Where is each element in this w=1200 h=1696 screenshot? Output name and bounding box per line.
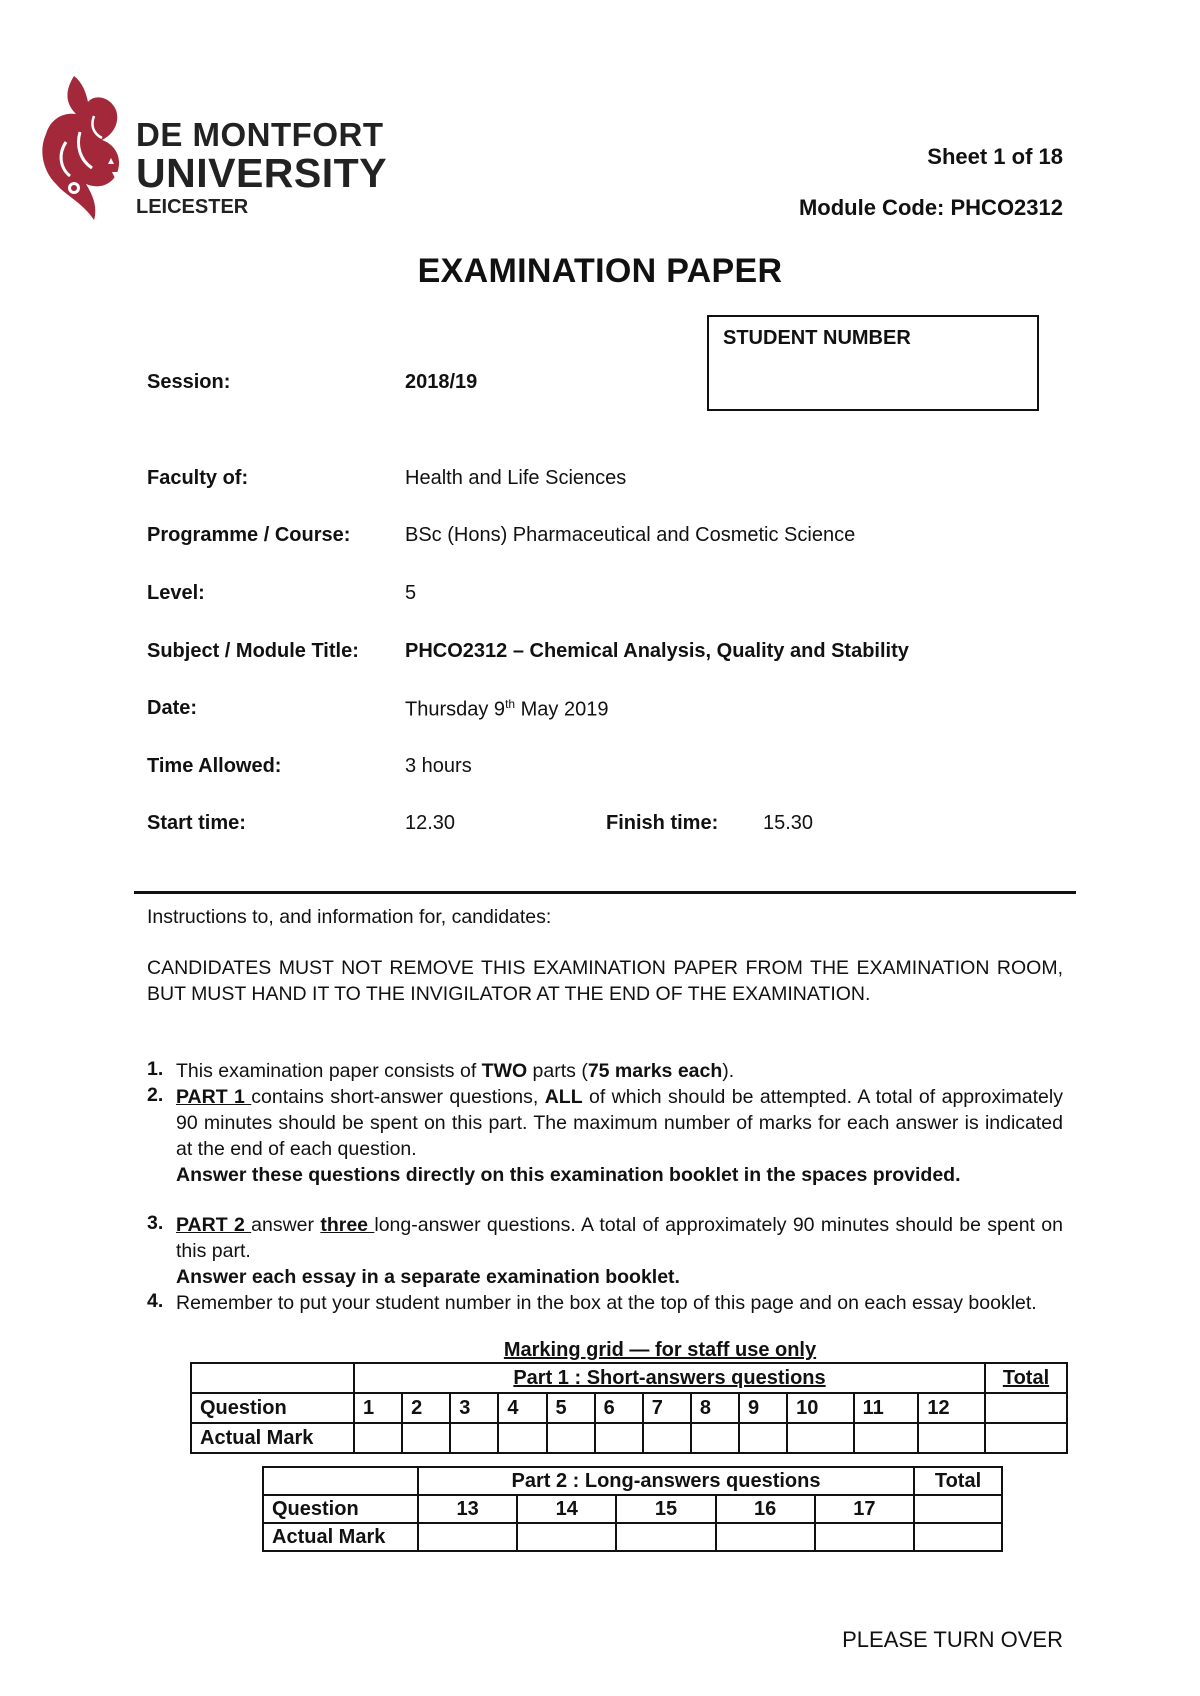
mark-cell[interactable] (354, 1423, 402, 1453)
lion-crest-icon (36, 72, 146, 222)
faculty-value: Health and Life Sciences (405, 467, 627, 489)
start-time-value: 12.30 (405, 812, 456, 834)
item-number: 1. (147, 1058, 164, 1080)
finish-time-value: 15.30 (763, 812, 814, 834)
question-number: 14 (517, 1495, 616, 1523)
level-label: Level: (147, 582, 205, 604)
programme-value: BSc (Hons) Pharmaceutical and Cosmetic Science (405, 524, 856, 546)
session-label: Session: (147, 371, 231, 393)
question-number: 10 (787, 1393, 854, 1423)
item-number: 2. (147, 1084, 164, 1106)
question-number: 5 (547, 1393, 595, 1423)
question-label: Question (263, 1495, 418, 1523)
programme-label: Programme / Course: (147, 524, 351, 546)
logo-name-line2: UNIVERSITY (136, 150, 388, 196)
question-number: 6 (595, 1393, 643, 1423)
part2-title: Part 2 : Long-answers questions (418, 1467, 914, 1495)
time-allowed-value: 3 hours (405, 755, 472, 777)
question-number: 1 (354, 1393, 402, 1423)
sheet-counter: Sheet 1 of 18 (927, 144, 1063, 169)
mark-cell[interactable] (595, 1423, 643, 1453)
divider (134, 891, 1076, 894)
actual-mark-label: Actual Mark (263, 1523, 418, 1551)
question-number: 7 (643, 1393, 691, 1423)
question-number: 13 (418, 1495, 517, 1523)
mark-cell[interactable] (418, 1523, 517, 1551)
subject-label: Subject / Module Title: (147, 640, 359, 662)
session-value: 2018/19 (405, 371, 478, 393)
mark-cell[interactable] (691, 1423, 739, 1453)
module-code: Module Code: PHCO2312 (798, 195, 1063, 220)
instruction-item-2: PART 1 contains short-answer questions, ALL of which should be attempted. A total of approximately 90 minutes should be spent on this part. The maximum number of marks for each answer is indicated at the end of each question. Answer these questions directly on this examination booklet in the spaces provided. (176, 1086, 1063, 1186)
logo-name-line1: DE MONTFORT (136, 116, 384, 153)
date-value: Thursday 9th May 2019 (405, 697, 609, 721)
total-cell[interactable] (985, 1423, 1067, 1453)
question-number: 8 (691, 1393, 739, 1423)
mark-cell[interactable] (517, 1523, 616, 1551)
total-cell[interactable] (985, 1393, 1067, 1423)
total-cell[interactable] (914, 1495, 1002, 1523)
mark-cell[interactable] (402, 1423, 450, 1453)
faculty-label: Faculty of: (147, 467, 249, 489)
mark-cell[interactable] (739, 1423, 787, 1453)
instruction-item-1: This examination paper consists of TWO parts (75 marks each). (176, 1060, 735, 1082)
mark-cell[interactable] (815, 1523, 914, 1551)
finish-time-label: Finish time: (606, 812, 719, 834)
mark-cell[interactable] (854, 1423, 919, 1453)
part2-total-header: Total (914, 1467, 1002, 1495)
part1-total-header: Total (985, 1363, 1067, 1393)
question-number: 11 (854, 1393, 919, 1423)
question-number: 9 (739, 1393, 787, 1423)
mark-cell[interactable] (716, 1523, 815, 1551)
start-time-label: Start time: (147, 812, 246, 834)
student-number-label: STUDENT NUMBER (723, 327, 911, 349)
item-number: 4. (147, 1290, 164, 1312)
question-number: 16 (716, 1495, 815, 1523)
logo-name-line3: LEICESTER (136, 196, 249, 218)
question-label: Question (191, 1393, 354, 1423)
question-number: 17 (815, 1495, 914, 1523)
mark-cell[interactable] (918, 1423, 985, 1453)
university-logo (36, 72, 396, 222)
student-number-box[interactable] (707, 315, 1039, 411)
question-number: 3 (450, 1393, 498, 1423)
page-title: EXAMINATION PAPER (417, 252, 783, 290)
item-number: 3. (147, 1212, 164, 1234)
actual-mark-label: Actual Mark (191, 1423, 354, 1453)
mark-cell[interactable] (547, 1423, 595, 1453)
mark-cell[interactable] (643, 1423, 691, 1453)
subject-value: PHCO2312 – Chemical Analysis, Quality and Stability (405, 640, 909, 662)
instructions-warning: CANDIDATES MUST NOT REMOVE THIS EXAMINATION PAPER FROM THE EXAMINATION ROOM, BUT MUST HAND IT TO THE INVIGILATOR AT THE END OF THE EXAMINATION. (147, 957, 1063, 1005)
instructions-heading: Instructions to, and information for, candidates: (147, 906, 552, 928)
mark-cell[interactable] (616, 1523, 715, 1551)
time-allowed-label: Time Allowed: (147, 755, 282, 777)
question-number: 4 (498, 1393, 546, 1423)
instruction-item-3: PART 2 answer three long-answer questions. A total of approximately 90 minutes should be spent on this part. Answer each essay in a separate examination booklet. (176, 1214, 1063, 1288)
question-number: 2 (402, 1393, 450, 1423)
question-number: 12 (918, 1393, 985, 1423)
part2-marking-table (262, 1466, 1003, 1552)
level-value: 5 (405, 582, 417, 604)
mark-cell[interactable] (498, 1423, 546, 1453)
question-number: 15 (616, 1495, 715, 1523)
turn-over-note: PLEASE TURN OVER (842, 1627, 1063, 1652)
marking-grid-title: Marking grid — for staff use only (503, 1339, 817, 1361)
total-cell[interactable] (914, 1523, 1002, 1551)
mark-cell[interactable] (787, 1423, 854, 1453)
date-label: Date: (147, 697, 198, 719)
instruction-item-4: Remember to put your student number in the box at the top of this page and on each essay booklet. (176, 1292, 1037, 1314)
part1-marking-table (190, 1362, 1068, 1454)
part1-title: Part 1 : Short-answers questions (354, 1363, 985, 1393)
mark-cell[interactable] (450, 1423, 498, 1453)
